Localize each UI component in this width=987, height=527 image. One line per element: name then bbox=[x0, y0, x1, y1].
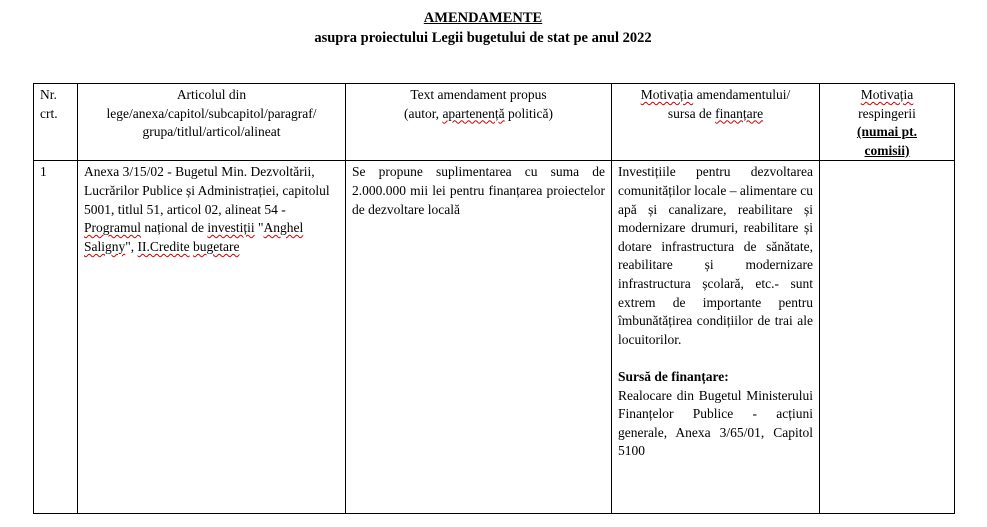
articol-text-f: Anghel Saligny bbox=[84, 220, 304, 254]
articol-text-g: ", bbox=[125, 238, 138, 254]
articol-text-b: Programul bbox=[84, 220, 141, 236]
header-motivatie-line1-a: Motivația bbox=[640, 87, 694, 102]
articol-text-d: investiții bbox=[207, 220, 255, 236]
articol-text-a: Anexa 3/15/02 - Bugetul Min. Dezvoltării, Lucrărilor Publice și Administrației, capitolul 5001, titlul 51, articol 02, alineat 54 - bbox=[84, 164, 330, 217]
header-motivatie-line1-b: amendamentului/ bbox=[693, 87, 791, 102]
cell-motivatie bbox=[612, 161, 820, 514]
cell-text-amendament: Se propune suplimentarea cu suma de 2.000.000 mii lei pentru finanțarea proiectelor de dezvoltare locală bbox=[346, 161, 612, 514]
header-motivatie bbox=[612, 84, 820, 161]
header-nr-crt bbox=[34, 84, 78, 161]
table-row bbox=[34, 161, 955, 514]
cell-respingere bbox=[820, 161, 955, 514]
articol-text-e: " bbox=[254, 220, 264, 236]
sursa-label: Sursă de finanțare: bbox=[618, 368, 729, 384]
sursa-text: Realocare din Bugetul Ministerului Finanțelor Publice - acțiuni generale, Anexa 3/65/01, Capitol 5100 bbox=[618, 387, 813, 459]
header-motivatie-line1 bbox=[618, 86, 813, 105]
header-text-line2 bbox=[352, 105, 605, 124]
header-nr-line1: Nr. bbox=[40, 87, 57, 102]
motivatie-text: Investițiile pentru dezvoltarea comunităților locale – alimentare cu apă și canalizare, reabilitare și modernizare drumuri, reabilitare și dotare infrastructura de sănătate, reabilitare și modernizare infrastructura școlară, etc.- sunt extrem de importante pentru îmbunătățirea condițiilor de trai ale locuitorilor. bbox=[618, 164, 813, 347]
document-subtitle: asupra proiectului Legii bugetului de stat pe anul 2022 bbox=[314, 30, 652, 46]
header-motivatie-line2-a: sursa de bbox=[667, 105, 716, 121]
header-respingere-line2: respingerii bbox=[858, 105, 916, 121]
header-respingere-line1: Motivația bbox=[860, 87, 914, 102]
document-title: AMENDAMENTE bbox=[423, 10, 543, 26]
header-text-amendament bbox=[346, 84, 612, 161]
header-respingere-line4: comisii) bbox=[864, 142, 910, 158]
header-articol-line2: lege/anexa/capitol/subcapitol/paragraf/ bbox=[106, 105, 317, 121]
header-articol-line3: grupa/titlul/articol/alineat bbox=[142, 124, 281, 140]
cell-nr: 1 bbox=[34, 161, 78, 514]
motivatie-spacer bbox=[618, 349, 813, 368]
header-nr-line2: crt. bbox=[40, 105, 58, 121]
articol-text-c: național de bbox=[141, 220, 208, 236]
amendments-table bbox=[33, 83, 955, 514]
table-header-row bbox=[34, 84, 955, 161]
header-articol bbox=[78, 84, 346, 161]
header-respingere bbox=[820, 84, 955, 161]
header-text-line2-a: (autor, bbox=[403, 105, 443, 121]
articol-text-j: bugetare bbox=[193, 238, 240, 254]
header-text-line2-b: apartenență bbox=[442, 105, 505, 121]
header-motivatie-line2-b: finanțare bbox=[715, 105, 764, 121]
header-articol-line1: Articolul din bbox=[176, 87, 247, 102]
header-motivatie-line2 bbox=[618, 105, 813, 124]
header-respingere-line3: (numai pt. bbox=[856, 124, 917, 140]
articol-text-h: II.Credite bbox=[137, 238, 190, 254]
header-text-line1: Text amendament propus bbox=[410, 87, 547, 102]
cell-articol bbox=[78, 161, 346, 514]
header-text-line2-c: politică) bbox=[504, 105, 554, 121]
